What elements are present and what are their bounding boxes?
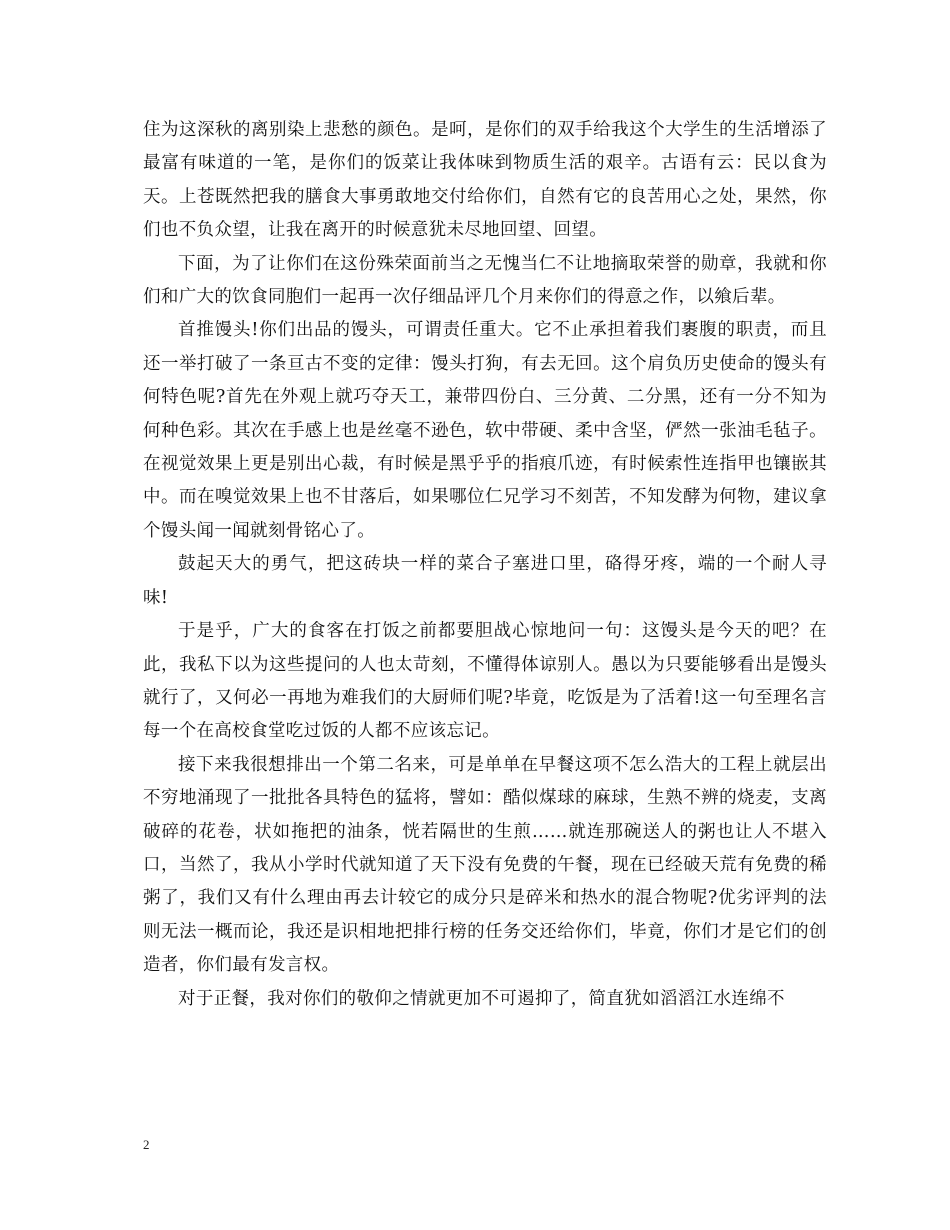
paragraph-6: 接下来我很想排出一个第二名来，可是单单在早餐这项不怎么浩大的工程上就层出不穷地涌现了一批批各具特色的猛将，譬如：酷似煤球的麻球，生熟不辨的烧麦，支离破碎的花卷，状如拖把的油条，恍若隔世的生煎……就连那碗送人的粥也让人不堪入口，当然了，我从小学时代就知道了天下没有免费的午餐，现在已经破天荒有免费的稀粥了，我们又有什么理由再去计较它的成分只是碎米和热水的混合物呢?优劣评判的法则无法一概而论，我还是识相地把排行榜的任务交还给你们，毕竟，你们才是它们的创造者，你们最有发言权。 bbox=[143, 754, 827, 976]
paragraph-4: 鼓起天大的勇气，把这砖块一样的菜合子塞进口里，硌得牙疼，端的一个耐人寻味! bbox=[143, 554, 827, 608]
body-text bbox=[143, 114, 827, 1016]
page-number: 2 bbox=[143, 1137, 150, 1152]
paragraph-1: 住为这深秋的离别染上悲愁的颜色。是呵，是你们的双手给我这个大学生的生活增添了最富有味道的一笔，是你们的饭菜让我体味到物质生活的艰辛。古语有云：民以食为天。上苍既然把我的膳食大事勇敢地交付给你们，自然有它的良苦用心之处，果然，你们也不负众望，让我在离开的时候意犹未尽地回望、回望。 bbox=[143, 120, 827, 241]
paragraph-3: 首推馒头!你们出品的馒头，可谓责任重大。它不止承担着我们裹腹的职责，而且还一举打破了一条亘古不变的定律：馒头打狗，有去无回。这个肩负历史使命的馒头有何特色呢?首先在外观上就巧夺天工，兼带四份白、三分黄、二分黑，还有一分不知为何种色彩。其次在手感上也是丝毫不逊色，软中带硬、柔中含坚，俨然一张油毛毡子。在视觉效果上更是别出心裁，有时候是黑乎乎的指痕爪迹，有时候索性连指甲也镶嵌其中。而在嗅觉效果上也不甘落后，如果哪位仁兄学习不刻苦，不知发酵为何物，建议拿个馒头闻一闻就刻骨铭心了。 bbox=[143, 320, 827, 541]
paragraph-7: 对于正餐，我对你们的敬仰之情就更加不可遏抑了，简直犹如滔滔江水连绵不 bbox=[178, 988, 785, 1009]
paragraph-5: 于是乎，广大的食客在打饭之前都要胆战心惊地问一句：这馒头是今天的吧？在此，我私下以为这些提问的人也太苛刻，不懂得体谅别人。愚以为只要能够看出是馒头就行了，又何必一再地为难我们的大厨师们呢?毕竟，吃饭是为了活着!这一句至理名言每一个在高校食堂吃过饭的人都不应该忘记。 bbox=[143, 621, 827, 742]
paragraph-2: 下面，为了让你们在这份殊荣面前当之无愧当仁不让地摘取荣誉的勋章，我就和你们和广大的饮食同胞们一起再一次仔细品评几个月来你们的得意之作，以飨后辈。 bbox=[143, 253, 827, 308]
